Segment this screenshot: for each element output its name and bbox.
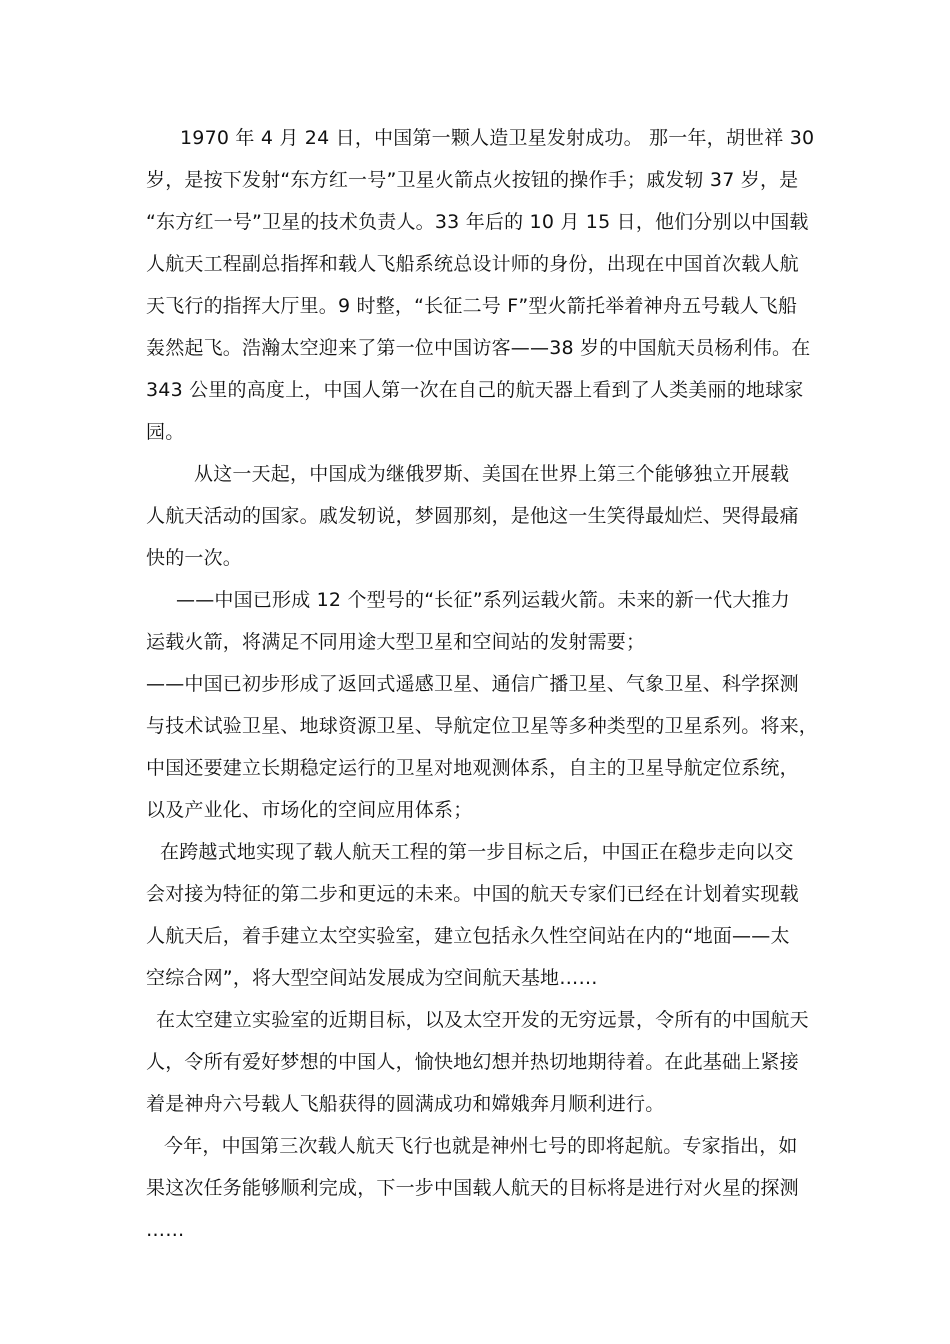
text-line-1: 1970 年 4 月 24 日，中国第一颗人造卫星发射成功。 那一年，胡世祥 30 — [180, 127, 815, 149]
text-line-27: …… — [146, 1219, 185, 1241]
text-line-10: 人航天活动的国家。戚发轫说，梦圆那刻，是他这一生笑得最灿烂、哭得最痛 — [146, 505, 799, 527]
text-line-13: 运载火箭，将满足不同用途大型卫星和空间站的发射需要； — [146, 631, 646, 653]
text-line-26: 果这次任务能够顺利完成，下一步中国载人航天的目标将是进行对火星的探测 — [146, 1177, 799, 1199]
text-line-4: 人航天工程副总指挥和载人飞船系统总设计师的身份，出现在中国首次载人航 — [146, 253, 799, 275]
text-line-14: ——中国已初步形成了返回式遥感卫星、通信广播卫星、气象卫星、科学探测 — [146, 673, 799, 695]
text-line-6: 轰然起飞。浩瀚太空迎来了第一位中国访客——38 岁的中国航天员杨利伟。在 — [146, 337, 811, 359]
text-line-17: 以及产业化、市场化的空间应用体系； — [146, 799, 473, 821]
text-line-16: 中国还要建立长期稳定运行的卫星对地观测体系，自主的卫星导航定位系统， — [146, 757, 799, 779]
text-line-15: 与技术试验卫星、地球资源卫星、导航定位卫星等多种类型的卫星系列。将来， — [146, 715, 819, 737]
text-line-12: ——中国已形成 12 个型号的“长征”系列运载火箭。未来的新一代大推力 — [176, 589, 790, 611]
text-line-9: 从这一天起，中国成为继俄罗斯、美国在世界上第三个能够独立开展载 — [194, 463, 790, 485]
text-line-21: 空综合网”，将大型空间站发展成为空间航天基地…… — [146, 967, 598, 989]
text-line-18: 在跨越式地实现了载人航天工程的第一步目标之后，中国正在稳步走向以交 — [160, 841, 794, 863]
text-line-11: 快的一次。 — [146, 547, 243, 569]
text-line-2: 岁，是按下发射“东方红一号”卫星火箭点火按钮的操作手；戚发轫 37 岁，是 — [146, 169, 799, 191]
text-line-3: “东方红一号”卫星的技术负责人。33 年后的 10 月 15 日，他们分别以中国载 — [146, 211, 809, 233]
text-line-19: 会对接为特征的第二步和更远的未来。中国的航天专家们已经在计划着实现载 — [146, 883, 799, 905]
text-line-22: 在太空建立实验室的近期目标，以及太空开发的无穷远景，令所有的中国航天 — [156, 1009, 809, 1031]
text-line-25: 今年，中国第三次载人航天飞行也就是神州七号的即将起航。专家指出，如 — [164, 1135, 798, 1157]
text-line-7: 343 公里的高度上，中国人第一次在自己的航天器上看到了人类美丽的地球家 — [146, 379, 804, 401]
text-line-8: 园。 — [146, 421, 185, 443]
text-line-24: 着是神舟六号载人飞船获得的圆满成功和嫦娥奔月顺利进行。 — [146, 1093, 665, 1115]
text-line-20: 人航天后，着手建立太空实验室，建立包括永久性空间站在内的“地面——太 — [146, 925, 790, 947]
text-line-5: 天飞行的指挥大厅里。9 时整，“长征二号 F”型火箭托举着神舟五号载人飞船 — [146, 295, 798, 317]
text-line-23: 人，令所有爱好梦想的中国人，愉快地幻想并热切地期待着。在此基础上紧接 — [146, 1051, 799, 1073]
